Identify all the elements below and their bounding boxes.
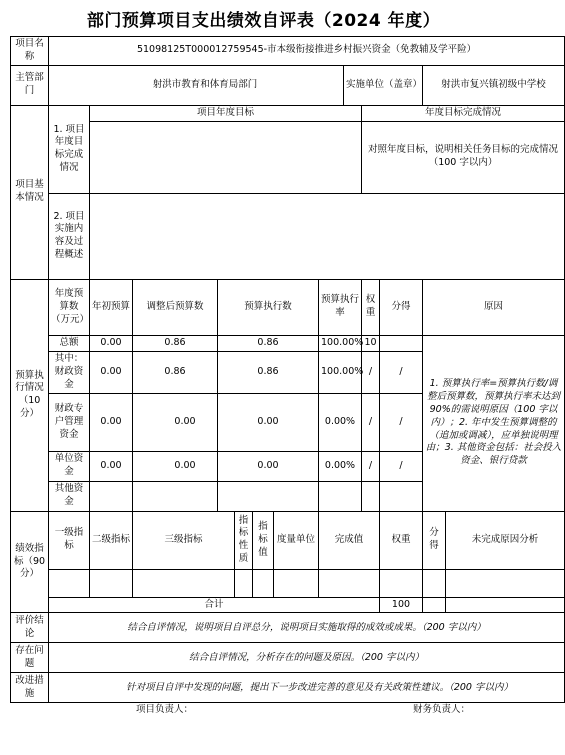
budget-reason-note: 1. 预算执行率=预算执行数/调整后预算数，预算执行率未达到 90%的需说明原因（100 字以内）；2. 年中发生预算调整的（追加或调减），应单独说明理由；3. 其他资金包括：社会投入资金、银行贷款: [423, 335, 565, 511]
finance-manager-label: 财务负责人：: [413, 704, 471, 716]
budget-adjusted: 0.00: [133, 451, 218, 481]
budget-score: /: [380, 351, 423, 393]
improve-text: 针对项目自评中发现的问题，提出下一步改进完善的意见及有关政策性建议。（200 字以内）: [49, 673, 565, 703]
implementation-cell: [90, 193, 565, 279]
perf-header-nature: 指标性质: [235, 511, 253, 569]
budget-adjusted: 0.00: [133, 393, 218, 451]
perf-header-actual: 完成值: [319, 511, 380, 569]
budget-header-initial: 年初预算: [90, 279, 133, 335]
budget-row-total: [11, 335, 565, 351]
budget-rate: 100.00%: [319, 351, 362, 393]
implementation-label: 2. 项目实施内容及过程概述: [49, 193, 90, 279]
unit-label: 实施单位（盖章）: [344, 65, 423, 105]
budget-row-name: 财政专户管理资金: [49, 393, 90, 451]
budget-adjusted: 0.86: [133, 335, 218, 351]
self-evaluation-form: [10, 36, 565, 718]
perf-total-weight: 100: [380, 597, 423, 613]
perf-total-label: 合计: [49, 597, 380, 613]
project-name-label: 项目名称: [11, 37, 49, 66]
project-manager-label: 项目负责人：: [135, 704, 193, 716]
budget-row-name: 其中：财政资金: [49, 351, 90, 393]
budget-rate: [319, 481, 362, 511]
dept-value: 射洪市教育和体育局部门: [49, 65, 344, 105]
goal-done-hint: 对照年度目标，说明相关任务目标的完成情况（100 字以内）: [362, 121, 565, 193]
budget-score: [380, 335, 423, 351]
perf-header-unit: 度量单位: [274, 511, 319, 569]
budget-header-score: 分得: [380, 279, 423, 335]
budget-header-annual: 年度预算数（万元）: [49, 279, 90, 335]
perf-header-value: 指标值: [253, 511, 274, 569]
budget-header-executed: 预算执行数: [218, 279, 319, 335]
budget-executed: 0.00: [218, 451, 319, 481]
dept-label: 主管部门: [11, 65, 49, 105]
perf-total-row: [11, 597, 565, 613]
budget-row-name: 其他资金: [49, 481, 90, 511]
budget-weight: /: [362, 393, 380, 451]
budget-row-name: 单位资金: [49, 451, 90, 481]
budget-rate: 0.00%: [319, 393, 362, 451]
budget-header-reason: 原因: [423, 279, 565, 335]
project-name-value: 51098125T000012759545-市本级衔接推进乡村振兴资金（免教辅及学平险）: [49, 37, 565, 66]
eval-label: 评价结论: [11, 613, 49, 643]
annual-goal-header: 项目年度目标: [90, 105, 362, 121]
issues-label: 存在问题: [11, 643, 49, 673]
budget-initial: 0.00: [90, 451, 133, 481]
budget-initial: 0.00: [90, 393, 133, 451]
page-title: 部门预算项目支出绩效自评表（2024 年度）: [86, 11, 441, 31]
improve-label: 改进措施: [11, 673, 49, 703]
budget-score: [380, 481, 423, 511]
budget-adjusted: 0.86: [133, 351, 218, 393]
budget-adjusted: [133, 481, 218, 511]
perf-header-level1: 一级指标: [49, 511, 90, 569]
unit-value: 射洪市复兴镇初级中学校: [423, 65, 565, 105]
budget-executed: [218, 481, 319, 511]
budget-score: /: [380, 393, 423, 451]
perf-label: 绩效指标（90 分）: [11, 511, 49, 613]
budget-header-adjusted: 调整后预算数: [133, 279, 218, 335]
issues-text: 结合自评情况，分析存在的问题及原因。（200 字以内）: [49, 643, 565, 673]
goal-completion-label: 1. 项目年度目标完成情况: [49, 105, 90, 193]
budget-executed: 0.86: [218, 335, 319, 351]
budget-initial: 0.00: [90, 335, 133, 351]
eval-text: 结合自评情况，说明项目自评总分，说明项目实施取得的成效或成果。（200 字以内）: [49, 613, 565, 643]
perf-header-level2: 二级指标: [90, 511, 133, 569]
budget-weight: [362, 481, 380, 511]
basic-info-label: 项目基本情况: [11, 105, 49, 279]
perf-empty-row: [11, 569, 565, 597]
budget-rate: 0.00%: [319, 451, 362, 481]
budget-initial: [90, 481, 133, 511]
perf-header-level3: 三级指标: [133, 511, 235, 569]
annual-goal-cell: [90, 121, 362, 193]
budget-header-rate: 预算执行率: [319, 279, 362, 335]
budget-header-weight: 权重: [362, 279, 380, 335]
budget-rate: 100.00%: [319, 335, 362, 351]
budget-score: /: [380, 451, 423, 481]
perf-header-score: 分得: [423, 511, 446, 569]
budget-initial: 0.00: [90, 351, 133, 393]
budget-weight: 10: [362, 335, 380, 351]
perf-header-reason: 未完成原因分析: [446, 511, 565, 569]
budget-label: 预算执行情况（10分）: [11, 279, 49, 511]
budget-executed: 0.86: [218, 351, 319, 393]
perf-header-weight: 权重: [380, 511, 423, 569]
budget-row-name: 总额: [49, 335, 90, 351]
budget-weight: /: [362, 451, 380, 481]
goal-done-header: 年度目标完成情况: [362, 105, 565, 121]
budget-executed: 0.00: [218, 393, 319, 451]
budget-weight: /: [362, 351, 380, 393]
